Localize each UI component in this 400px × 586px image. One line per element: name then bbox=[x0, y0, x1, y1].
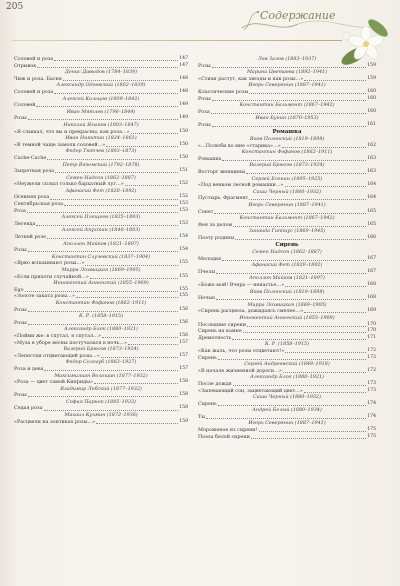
toc-entry[interactable] bbox=[14, 234, 188, 241]
toc-author: Игорь Северянин (1887–1941) bbox=[248, 420, 326, 427]
toc-entry[interactable] bbox=[14, 194, 188, 201]
dot-leader bbox=[106, 146, 178, 147]
toc-entry-title: «Пойми же: в спутал, я спутал…» bbox=[14, 332, 101, 339]
dot-leader bbox=[285, 186, 367, 187]
dot-leader bbox=[47, 159, 178, 160]
toc-author: Игорь Северянин (1887–1941) bbox=[248, 82, 326, 89]
toc-entry-page: 167 bbox=[367, 268, 376, 274]
toc-entry-page: 159 bbox=[367, 75, 376, 81]
toc-entry-page: 161 bbox=[367, 121, 376, 127]
toc-author: София Парнок (1885–1933) bbox=[66, 398, 136, 405]
dot-leader bbox=[76, 297, 178, 298]
toc-entry[interactable] bbox=[198, 328, 376, 335]
toc-entry-page: 159 bbox=[367, 62, 376, 68]
toc-author: Константин Фофанов (1862–1911) bbox=[241, 149, 333, 156]
dot-leader bbox=[27, 212, 179, 213]
dot-leader bbox=[212, 67, 367, 68]
toc-entry-page: 172 bbox=[367, 354, 376, 360]
dot-leader bbox=[44, 410, 179, 411]
toc-author: Максимилиан Волошин (1877–1932) bbox=[54, 372, 148, 379]
toc-entry[interactable] bbox=[14, 287, 188, 294]
dot-leader bbox=[90, 278, 178, 279]
toc-author: Мирра Лохвицкая (1869–1905) bbox=[61, 267, 141, 273]
toc-entry-page: 149 bbox=[179, 115, 188, 121]
toc-author: Федор Сологуб (1863–1927) bbox=[65, 359, 137, 366]
toc-entry[interactable] bbox=[14, 247, 188, 254]
dot-leader bbox=[218, 359, 366, 360]
dot-leader bbox=[304, 392, 366, 393]
toc-author: Алексей Апухтин (1840–1893) bbox=[61, 227, 141, 234]
toc-author: Петр Вяземский (1792–1878) bbox=[62, 161, 140, 168]
toc-entry-page: 170 bbox=[367, 328, 376, 334]
toc-entry-title: «Неужели сплыл только бархатный луг…» bbox=[14, 181, 124, 188]
toc-entry-page: 158 bbox=[179, 405, 188, 411]
toc-section-heading: Ромашка bbox=[272, 128, 302, 135]
dot-leader bbox=[304, 312, 366, 313]
toc-entry[interactable] bbox=[198, 122, 376, 129]
dot-leader bbox=[218, 405, 366, 406]
dot-leader bbox=[222, 260, 366, 261]
toc-section-heading: Сирень bbox=[275, 241, 299, 248]
dot-leader bbox=[246, 173, 366, 174]
toc-author: Иван Бунин (1870–1953) bbox=[255, 115, 319, 122]
dot-leader bbox=[235, 239, 366, 240]
toc-author: Мирра Лохвицкая (1869–1905) bbox=[247, 301, 327, 308]
toc-entry[interactable] bbox=[14, 115, 188, 122]
toc-author: Афанасий Фет (1820–1892) bbox=[65, 187, 137, 194]
toc-entry[interactable] bbox=[198, 195, 376, 202]
toc-entry-page: 173 bbox=[367, 380, 376, 386]
dot-leader bbox=[247, 326, 366, 327]
dot-leader bbox=[249, 93, 366, 94]
toc-entry[interactable] bbox=[14, 181, 188, 188]
toc-entry[interactable] bbox=[14, 293, 188, 300]
toc-entry-title: «Под венком лесной ромашки…» bbox=[198, 182, 284, 189]
toc-entry-title: Розы bbox=[14, 115, 27, 122]
toc-entry-page: 155 bbox=[179, 273, 188, 279]
toc-entry-title: Роза и дева bbox=[14, 365, 44, 372]
dot-leader bbox=[96, 423, 178, 424]
dot-leader bbox=[251, 438, 366, 439]
toc-entry-title: Ego bbox=[14, 286, 24, 293]
toc-entry-page: 149 bbox=[179, 102, 188, 108]
dot-leader bbox=[243, 332, 366, 333]
toc-entry-title: Ромашка bbox=[198, 155, 222, 162]
toc-author: Игорь Северянин (1887–1941) bbox=[248, 201, 326, 208]
toc-entry[interactable] bbox=[198, 308, 376, 315]
toc-entry-page: 150 bbox=[179, 141, 188, 147]
page-number: 205 bbox=[6, 2, 24, 12]
toc-author: Афанасий Фет (1820–1892) bbox=[251, 262, 323, 269]
toc-entry[interactable] bbox=[14, 201, 188, 208]
toc-entry-title: Розы bbox=[14, 392, 27, 399]
dot-leader bbox=[216, 273, 366, 274]
toc-entry[interactable] bbox=[14, 419, 188, 426]
toc-author: Константин Бальмонт (1867–1942) bbox=[239, 102, 335, 109]
toc-entry-page: 173 bbox=[367, 387, 376, 393]
toc-entry[interactable] bbox=[14, 168, 188, 175]
toc-author: Федор Тютчев (1803–1873) bbox=[65, 148, 137, 155]
toc-entry-title: Летней розе bbox=[14, 234, 46, 241]
dot-leader bbox=[232, 339, 366, 340]
toc-author: Андрей Белый (1880–1934) bbox=[252, 407, 322, 414]
dot-leader bbox=[259, 431, 367, 432]
toc-author: Александр Блок (1880–1921) bbox=[64, 326, 138, 333]
toc-entry-page: 165 bbox=[367, 221, 376, 227]
toc-author: Иван Мятлев (1796–1844) bbox=[66, 108, 136, 115]
dot-leader bbox=[206, 418, 366, 419]
toc-entry-page: 152 bbox=[179, 194, 188, 200]
toc-entry-title: Запретная роза bbox=[14, 168, 55, 175]
dot-leader bbox=[283, 372, 366, 373]
toc-entry-page: 154 bbox=[179, 234, 188, 240]
dot-leader bbox=[28, 324, 179, 325]
toc-entry[interactable] bbox=[198, 182, 376, 189]
toc-entry-page: 168 bbox=[367, 282, 376, 287]
toc-author: Алексей Плещеев (1825–1893) bbox=[61, 214, 141, 221]
toc-author: Марина Цветаева (1892–1941) bbox=[246, 69, 328, 76]
dot-leader bbox=[37, 67, 178, 68]
toc-entry-page: 160 bbox=[367, 88, 376, 94]
toc-entry-title: Легенда bbox=[14, 220, 36, 227]
toc-entry-title: «В темной чаще замолк соловей…» bbox=[14, 141, 106, 148]
header-title: Содержание bbox=[260, 9, 336, 22]
toc-entry-page: 164 bbox=[367, 182, 376, 188]
toc-entry-title: После дождя bbox=[198, 380, 232, 387]
toc-entry-page: 168 bbox=[367, 295, 376, 301]
toc-entry[interactable] bbox=[14, 392, 188, 399]
toc-entry-page: 175 bbox=[367, 427, 376, 433]
toc-entry-page: 174 bbox=[367, 400, 376, 406]
toc-entry-title: Пустырь. Фрагмент bbox=[198, 195, 249, 202]
toc-entry-title: Мороженое из сирени! bbox=[198, 427, 258, 434]
toc-entry-title: «…Полюби во мне «старика»…» bbox=[198, 142, 281, 149]
toc-entry-page: 148 bbox=[179, 88, 188, 94]
toc-entry-page: 153 bbox=[179, 220, 188, 226]
dot-leader bbox=[216, 299, 366, 300]
toc-entry-title: Сентябрьская роза bbox=[14, 201, 63, 208]
toc-entry-page: 163 bbox=[367, 169, 376, 174]
dot-leader bbox=[102, 337, 178, 338]
toc-entry-page: 158 bbox=[179, 392, 188, 398]
toc-author: Лев Залов (1883–1937) bbox=[257, 56, 317, 62]
dot-leader bbox=[282, 147, 366, 148]
toc-entry-title: Дремотность bbox=[198, 334, 232, 341]
toc-entry-title: Осенняя роза bbox=[14, 194, 50, 201]
toc-entry-title: Сирень bbox=[198, 354, 217, 361]
dot-leader bbox=[25, 291, 179, 292]
dot-leader bbox=[55, 172, 178, 173]
toc-entry[interactable] bbox=[14, 366, 188, 373]
toc-author: Сергей Есенин (1895–1925) bbox=[251, 175, 323, 182]
dot-leader bbox=[28, 251, 179, 252]
toc-author: Константин Случевский (1837–1904) bbox=[51, 253, 151, 260]
toc-entry-title: Последние сирени bbox=[198, 321, 247, 328]
toc-entry-page: 147 bbox=[179, 62, 188, 68]
dot-leader bbox=[36, 225, 178, 226]
toc-entry-title: Розы bbox=[198, 121, 211, 128]
toc-entry-page: 157 bbox=[179, 365, 188, 371]
dot-leader bbox=[131, 133, 178, 134]
toc-author: Михаил Кузмин (1872–1936) bbox=[64, 412, 138, 419]
toc-author: Иван Никитин (1824–1861) bbox=[65, 135, 137, 142]
toc-entry-title: Розы bbox=[198, 62, 211, 69]
toc-entry[interactable] bbox=[198, 322, 376, 329]
dot-leader bbox=[233, 226, 366, 227]
toc-entry-title: Розы bbox=[198, 95, 211, 102]
header-rule bbox=[12, 40, 342, 41]
toc-entry-title: «В начале жизненной дороги…» bbox=[198, 367, 282, 374]
dot-leader bbox=[63, 80, 178, 81]
dot-leader bbox=[211, 113, 367, 114]
toc-entry-title: «Муза в уборе весны постучалася в ночь…» bbox=[14, 339, 128, 346]
toc-entry-page: 175 bbox=[367, 433, 376, 439]
toc-entry[interactable] bbox=[14, 56, 188, 63]
toc-entry[interactable] bbox=[198, 169, 376, 176]
toc-entry-page: 155 bbox=[179, 293, 188, 299]
toc-entry-title: «Боже мой! Вчера — ненастье…» bbox=[198, 282, 285, 288]
toc-author: Яков Полонский (1819–1898) bbox=[249, 288, 325, 295]
toc-author: Валерий Брюсов (1873–1924) bbox=[249, 162, 325, 169]
toc-entry-page: 153 bbox=[179, 207, 188, 213]
dot-leader bbox=[101, 357, 179, 358]
toc-entry-title: Ты bbox=[198, 413, 206, 420]
toc-entry-page: 156 bbox=[179, 306, 188, 312]
toc-entry-title: «Стихи растут, как звезды и как розы…» bbox=[198, 75, 304, 82]
toc-entry-page: 153 bbox=[179, 201, 188, 207]
toc-author: Сергей Андреевский (1848–1918) bbox=[244, 361, 330, 368]
toc-entry-title: «Как жаль, что розы отцветают!» bbox=[198, 347, 285, 354]
toc-entry-title: Отрывок bbox=[14, 62, 37, 69]
toc-entry-title: Сирень bbox=[198, 400, 217, 407]
toc-entry-title: Соловей bbox=[14, 102, 36, 109]
dot-leader bbox=[54, 93, 178, 94]
toc-entry-title: «Лепестки отцветающей розы…» bbox=[14, 352, 100, 359]
toc-entry-page: 167 bbox=[367, 255, 376, 261]
toc-entry-page: 169 bbox=[367, 308, 376, 314]
toc-author: Николай Языков (1803–1847) bbox=[63, 121, 139, 128]
toc-entry-page: 154 bbox=[179, 247, 188, 253]
toc-author: Семен Надсон (1862–1887) bbox=[66, 174, 136, 181]
toc-entry[interactable] bbox=[198, 348, 376, 355]
toc-author: Иннокентий Анненский (1855–1909) bbox=[53, 280, 149, 287]
toc-entry-page: 150 bbox=[179, 154, 188, 160]
dot-leader bbox=[125, 185, 179, 186]
toc-entry-page: 174 bbox=[367, 413, 376, 419]
toc-entry-title: Сонет bbox=[198, 208, 214, 215]
toc-entry-page: 160 bbox=[367, 95, 376, 101]
dot-leader bbox=[28, 396, 179, 397]
toc-entry[interactable] bbox=[14, 260, 188, 267]
dot-leader bbox=[214, 213, 366, 214]
toc-entry-title: «Запевающий сон, зацветающий цвет…» bbox=[198, 387, 303, 394]
toc-author: Аполлон Майков (1821–1897) bbox=[63, 240, 139, 247]
toc-entry-page: 155 bbox=[179, 260, 188, 266]
toc-entry-page: 147 bbox=[179, 56, 188, 61]
toc-entry-page: 158 bbox=[179, 379, 188, 385]
toc-author: Владимир Лебский (1877–1932) bbox=[60, 385, 142, 392]
toc-entry-title: Чиж и роза. Басня bbox=[14, 75, 62, 82]
toc-author: Саша Черный (1880–1932) bbox=[253, 394, 321, 401]
toc-entry[interactable] bbox=[14, 102, 188, 109]
toc-entry-title: «Если прихоти случайной…» bbox=[14, 273, 89, 280]
toc-entry-page: 157 bbox=[179, 352, 188, 358]
toc-entry-title: Роза bbox=[14, 207, 26, 214]
toc-entry-page: 156 bbox=[179, 319, 188, 325]
toc-entry[interactable] bbox=[198, 235, 376, 242]
toc-entry-title: «Ярко вспыхивают розы…» bbox=[14, 260, 85, 267]
toc-author: К. Р. (1858–1915) bbox=[78, 313, 124, 320]
toc-entry-page: 162 bbox=[367, 142, 376, 148]
toc-entry[interactable] bbox=[14, 379, 188, 386]
toc-entry-page: 171 bbox=[367, 334, 376, 340]
toc-entry-title: «Расцвели на зонтиках розы…» bbox=[14, 418, 96, 425]
toc-entry[interactable] bbox=[198, 89, 376, 96]
toc-entry[interactable] bbox=[14, 155, 188, 162]
dot-leader bbox=[128, 344, 178, 345]
toc-entry-page: 150 bbox=[179, 128, 188, 134]
dot-leader bbox=[212, 100, 367, 101]
toc-entry-title: «Золоте заката розы…» bbox=[14, 293, 75, 300]
toc-author: Яков Полонский (1819–1898) bbox=[249, 136, 325, 143]
toc-right-column bbox=[198, 56, 376, 440]
toc-author: Константин Бальмонт (1867–1942) bbox=[239, 215, 335, 222]
toc-entry-title: Сирень на камне bbox=[198, 328, 242, 335]
dot-leader bbox=[44, 370, 178, 371]
dot-leader bbox=[54, 60, 178, 61]
dot-leader bbox=[85, 265, 178, 266]
dot-leader bbox=[36, 106, 178, 107]
toc-entry-title: Ночью bbox=[198, 295, 216, 302]
toc-entry-title: Розы bbox=[14, 306, 27, 313]
toc-entry-page: 155 bbox=[179, 286, 188, 292]
toc-entry-title: Восторг женщины bbox=[198, 169, 246, 175]
toc-entry-page: 166 bbox=[367, 234, 376, 240]
toc-author: Алексей Кольцов (1809–1842) bbox=[62, 95, 140, 102]
toc-entry[interactable] bbox=[198, 427, 376, 434]
toc-author: Аполлон Майков (1821–1897) bbox=[249, 275, 325, 282]
toc-entry-title: Розы bbox=[14, 247, 27, 254]
dot-leader bbox=[222, 160, 366, 161]
dot-leader bbox=[28, 311, 179, 312]
toc-author: Семен Надсон (1862–1887) bbox=[252, 249, 322, 256]
toc-entry-page: 172 bbox=[367, 347, 376, 353]
toc-author: Александр Одоевский (1802–1839) bbox=[56, 82, 146, 89]
dot-leader bbox=[50, 199, 178, 200]
toc-entry-page: 159 bbox=[179, 418, 188, 424]
toc-entry-page: 148 bbox=[179, 75, 188, 81]
toc-entry-title: «Сирень расцвела, дожидаясь смелее…» bbox=[198, 308, 304, 315]
toc-entry-page: 157 bbox=[179, 339, 188, 345]
dot-leader bbox=[47, 238, 178, 239]
toc-author: Валерий Брюсов (1873–1924) bbox=[63, 346, 139, 353]
toc-entry-page: 163 bbox=[367, 155, 376, 161]
toc-entry[interactable] bbox=[14, 333, 188, 340]
toc-entry[interactable] bbox=[198, 295, 376, 302]
toc-author: Зинаида Гиппиус (1869–1945) bbox=[248, 228, 326, 235]
dot-leader bbox=[28, 119, 179, 120]
toc-entry-page: 164 bbox=[367, 195, 376, 201]
toc-entry-title: Фея за делом bbox=[198, 221, 233, 228]
dot-leader bbox=[285, 352, 366, 353]
toc-entry-page: 170 bbox=[367, 321, 376, 327]
toc-entry-title: Пчелы bbox=[198, 268, 216, 275]
toc-entry-page: 172 bbox=[367, 367, 376, 373]
toc-author: Александр Блок (1880–1921) bbox=[250, 374, 324, 381]
dot-leader bbox=[304, 80, 366, 81]
toc-author: К. Р. (1858–1915) bbox=[264, 341, 310, 348]
toc-author: Иннокентий Анненский (1855–1909) bbox=[239, 314, 335, 321]
toc-entry-page: 151 bbox=[179, 168, 188, 174]
toc-entry-title: Cache-Cache bbox=[14, 154, 47, 161]
toc-entry-title: Поэза белой сирени bbox=[198, 433, 250, 440]
toc-entry-title: «Роза — цвет самой Киприды» bbox=[14, 379, 93, 386]
toc-entry-title: Соловей и роза bbox=[14, 56, 54, 62]
toc-entry-title: Мелодия bbox=[198, 255, 222, 262]
toc-entry-title: Поэту родины bbox=[198, 234, 235, 241]
dot-leader bbox=[94, 383, 178, 384]
toc-author: Константин Фофанов (1862–1911) bbox=[55, 299, 147, 306]
toc-entry-title: Классические розы bbox=[198, 88, 249, 95]
toc-entry[interactable] bbox=[198, 282, 376, 289]
toc-entry-title: Седая роза bbox=[14, 405, 43, 412]
toc-entry-page: 160 bbox=[367, 108, 376, 114]
toc-author: Саша Черный (1880–1932) bbox=[253, 188, 321, 195]
toc-entry-title: Роза bbox=[198, 108, 210, 115]
toc-author: Денис Давыдов (1784–1839) bbox=[64, 69, 138, 76]
toc-entry-title: «Я слышал, что вы и прекрасны, как роза…» bbox=[14, 128, 130, 135]
toc-entry-title: Соловей и роза bbox=[14, 88, 54, 95]
dot-leader bbox=[64, 205, 178, 206]
toc-entry-page: 165 bbox=[367, 208, 376, 214]
toc-entry-page: 156 bbox=[179, 332, 188, 338]
toc-entry-page: 152 bbox=[179, 181, 188, 187]
toc-left-column bbox=[14, 56, 188, 425]
dot-leader bbox=[249, 199, 366, 200]
toc-entry[interactable] bbox=[14, 89, 188, 96]
dot-leader bbox=[212, 126, 367, 127]
dot-leader bbox=[233, 385, 366, 386]
toc-entry[interactable] bbox=[198, 381, 376, 388]
dot-leader bbox=[285, 286, 366, 287]
toc-entry[interactable] bbox=[198, 434, 376, 441]
toc-entry-title: Розы bbox=[14, 319, 27, 326]
